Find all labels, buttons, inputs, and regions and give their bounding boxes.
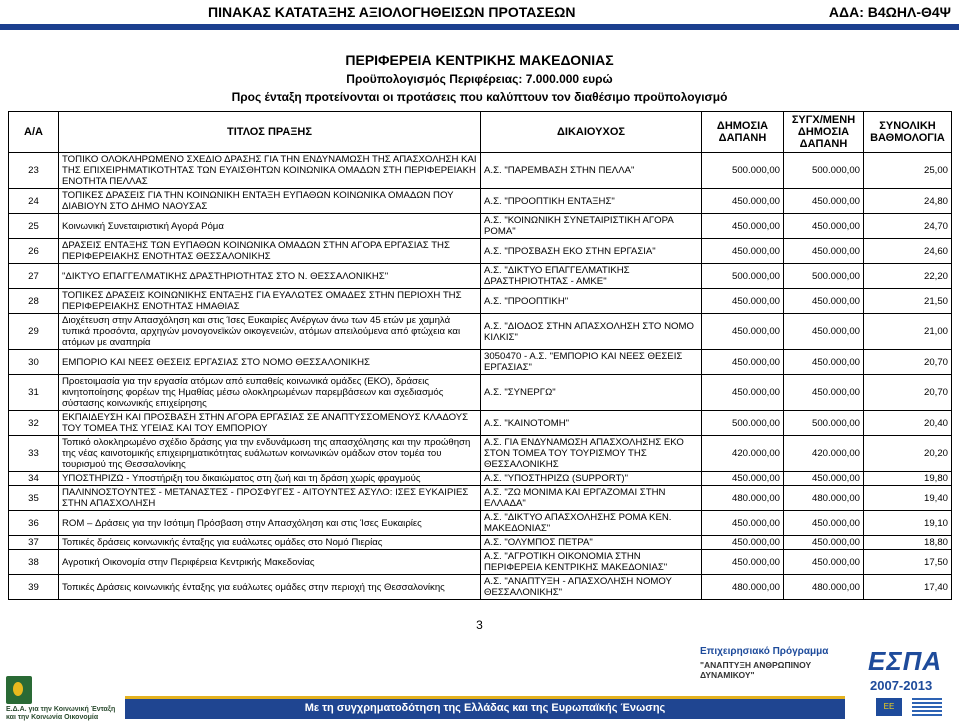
row-title: ΤΟΠΙΚΕΣ ΔΡΑΣΕΙΣ ΓΙΑ ΤΗΝ ΚΟΙΝΩΝΙΚΗ ΕΝΤΑΞΗ ΕΥΠΑΘΩΝ ΚΟΙΝΩΝΙΚΑ ΟΜΑΔΩΝ ΠΟΥ ΔΙΑΒΙΟΥΝ ΣΤΟ ΔΗΜΟ ΝΑΟΥΣΑΣ <box>59 189 481 214</box>
row-public-expenditure: 450.000,00 <box>702 214 784 239</box>
row-beneficiary: Α.Σ. "ΠΡΟΟΠΤΙΚΗ" <box>481 289 702 314</box>
row-total-score: 20,40 <box>864 411 952 436</box>
tree-logo-icon <box>6 676 32 704</box>
row-total-score: 24,60 <box>864 239 952 264</box>
column-header-cofinanced: ΣΥΓΧ/ΜΕΝΗ ΔΗΜΟΣΙΑ ΔΑΠΑΝΗ <box>784 112 864 153</box>
row-cofinanced-expenditure: 450.000,00 <box>784 375 864 411</box>
row-title: Διοχέτευση στην Απασχόληση και στις Ίσες Ευκαιρίες Ανέργων άνω των 45 ετών με χαμηλά τυπικά προσόντα, αρχηγών μονογονεϊκών οικογενειών, ατόμων απειλούμενα από φτώχεια και ατόμων με αναπηρία <box>59 314 481 350</box>
table-body <box>9 153 952 600</box>
row-beneficiary: Α.Σ. "ΠΑΡΕΜΒΑΣΗ ΣΤΗΝ ΠΕΛΛΑ" <box>481 153 702 189</box>
row-beneficiary: Α.Σ. "ΚΑΙΝΟΤΟΜΗ" <box>481 411 702 436</box>
row-beneficiary: Α.Σ. ΓΙΑ ΕΝΔΥΝΑΜΩΣΗ ΑΠΑΣΧΟΛΗΣΗΣ ΕΚΟ ΣΤΟΝ ΤΟΜΕΑ ΤΟΥ ΤΟΥΡΙΣΜΟΥ ΤΗΣ ΘΕΣΣΑΛΟΝΙΚΗΣ <box>481 436 702 472</box>
row-number: 25 <box>9 214 59 239</box>
row-number: 37 <box>9 536 59 550</box>
row-title: ΤΟΠΙΚΟ ΟΛΟΚΛΗΡΩΜΕΝΟ ΣΧΕΔΙΟ ΔΡΑΣΗΣ ΓΙΑ ΤΗΝ ΕΝΔΥΝΑΜΩΣΗ ΤΗΣ ΑΠΑΣΧΟΛΗΣΗ ΚΑΙ ΤΗΣ ΕΠΙΧΕΙΡΗΜΑΤΙΚΟΤΗΤΑΣ ΤΩΝ ΕΥΑΙΣΘΗΤΩΝ ΚΟΙΝΩΝΙΚΑ ΟΜΑΔΩΝ ΣΤΗ ΠΕΡΙΦΕΡΕΙΑΚΗ ΕΝΟΤΗΤΑ ΠΕΛΛΑΣ <box>59 153 481 189</box>
row-number: 31 <box>9 375 59 411</box>
row-total-score: 18,80 <box>864 536 952 550</box>
row-cofinanced-expenditure: 500.000,00 <box>784 411 864 436</box>
row-title: ROM – Δράσεις για την Ισότιμη Πρόσβαση στην Απασχόληση και στις Ίσες Ευκαιρίες <box>59 511 481 536</box>
espa-logo-text: ΕΣΠΑ <box>868 646 943 676</box>
row-beneficiary: Α.Σ. "ΚΟΙΝΩΝΙΚΗ ΣΥΝΕΤΑΙΡΙΣΤΙΚΗ ΑΓΟΡΑ ΡΟΜΑ" <box>481 214 702 239</box>
row-cofinanced-expenditure: 500.000,00 <box>784 264 864 289</box>
row-title: ΤΟΠΙΚΕΣ ΔΡΑΣΕΙΣ ΚΟΙΝΩΝΙΚΗΣ ΕΝΤΑΞΗΣ ΓΙΑ ΕΥΑΛΩΤΕΣ ΟΜΑΔΕΣ ΣΤΗΝ ΠΕΡΙΟΧΗ ΤΗΣ ΠΕΡΙΦΕΡΕΙΑΚΗΣ ΕΝΟΤΗΤΑΣ ΗΜΑΘΙΑΣ <box>59 289 481 314</box>
row-number: 27 <box>9 264 59 289</box>
row-total-score: 24,70 <box>864 214 952 239</box>
row-cofinanced-expenditure: 450.000,00 <box>784 550 864 575</box>
row-title: Τοπικό ολοκληρωμένο σχέδιο δράσης για την ενδυνάμωση της απασχόλησης και την προώθηση της νέας καινοτομικής επιχειρηματικότητας ευάλωτων κοινωνικών ομάδων στον τομέα του τουρισμού της Θεσσαλονίκης <box>59 436 481 472</box>
page-number: 3 <box>476 618 483 632</box>
row-public-expenditure: 450.000,00 <box>702 550 784 575</box>
row-cofinanced-expenditure: 480.000,00 <box>784 486 864 511</box>
program-name: Επιχειρησιακό Πρόγραμμα <box>700 646 829 657</box>
row-number: 24 <box>9 189 59 214</box>
row-title: Κοινωνική Συνεταιριστική Αγορά Ρόμα <box>59 214 481 239</box>
row-public-expenditure: 500.000,00 <box>702 153 784 189</box>
row-beneficiary: 3050470 - Α.Σ. "ΕΜΠΟΡΙΟ ΚΑΙ ΝΕΕΣ ΘΕΣΕΙΣ ΕΡΓΑΣΙΑΣ" <box>481 350 702 375</box>
table-row <box>9 214 952 239</box>
espa-years: 2007-2013 <box>870 678 933 693</box>
row-beneficiary: Α.Σ. "ΔΙΚΤΥΟ ΑΠΑΣΧΟΛΗΣΗΣ ΡΟΜΑ ΚΕΝ. ΜΑΚΕΔΟΝΙΑΣ" <box>481 511 702 536</box>
row-total-score: 25,00 <box>864 153 952 189</box>
row-number: 32 <box>9 411 59 436</box>
table-row <box>9 289 952 314</box>
row-number: 34 <box>9 472 59 486</box>
espa-logo <box>868 646 956 720</box>
row-title: "ΔΙΚΤΥΟ ΕΠΑΓΓΕΛΜΑΤΙΚΗΣ ΔΡΑΣΤΗΡΙΟΤΗΤΑΣ ΣΤΟ Ν. ΘΕΣΣΑΛΟΝΙΚΗΣ" <box>59 264 481 289</box>
row-public-expenditure: 450.000,00 <box>702 511 784 536</box>
table-row <box>9 153 952 189</box>
table-row <box>9 350 952 375</box>
row-number: 33 <box>9 436 59 472</box>
row-cofinanced-expenditure: 450.000,00 <box>784 536 864 550</box>
ranking-table <box>8 111 952 600</box>
row-public-expenditure: 450.000,00 <box>702 314 784 350</box>
program-title: "ΑΝΑΠΤΥΞΗ ΑΝΘΡΩΠΙΝΟΥ ΔΥΝΑΜΙΚΟΥ" <box>700 660 812 680</box>
column-header-aa: Α/Α <box>9 112 59 153</box>
row-beneficiary: Α.Σ. "ΥΠΟΣΤΗΡΙΖΩ (SUPPORT)" <box>481 472 702 486</box>
row-number: 26 <box>9 239 59 264</box>
row-title: Τοπικές Δράσεις κοινωνικής ένταξης για ευάλωτες ομάδες στην περιοχή της Θεσσαλονίκης <box>59 575 481 600</box>
table-header-row <box>9 112 952 153</box>
table-row <box>9 411 952 436</box>
row-number: 38 <box>9 550 59 575</box>
row-number: 23 <box>9 153 59 189</box>
row-public-expenditure: 480.000,00 <box>702 486 784 511</box>
row-cofinanced-expenditure: 450.000,00 <box>784 189 864 214</box>
page-title: ΠΙΝΑΚΑΣ ΚΑΤΑΤΑΞΗΣ ΑΞΙΟΛΟΓΗΘΕΙΣΩΝ ΠΡΟΤΑΣΕΩΝ <box>208 4 576 20</box>
table-row <box>9 239 952 264</box>
table-row <box>9 375 952 411</box>
row-number: 39 <box>9 575 59 600</box>
row-total-score: 24,80 <box>864 189 952 214</box>
row-public-expenditure: 450.000,00 <box>702 189 784 214</box>
budget-note: Προς ένταξη προτείνονται οι προτάσεις που καλύπτουν τον διαθέσιμο προϋπολογισμό <box>231 90 728 104</box>
header-rule <box>0 24 959 30</box>
row-public-expenditure: 450.000,00 <box>702 536 784 550</box>
row-number: 30 <box>9 350 59 375</box>
row-total-score: 20,70 <box>864 350 952 375</box>
row-number: 35 <box>9 486 59 511</box>
row-beneficiary: Α.Σ. "ΑΓΡΟΤΙΚΗ ΟΙΚΟΝΟΜΙΑ ΣΤΗΝ ΠΕΡΙΦΕΡΕΙΑ ΚΕΝΤΡΙΚΗΣ ΜΑΚΕΔΟΝΙΑΣ" <box>481 550 702 575</box>
row-title: ΠΑΛΙΝΝΟΣΤΟΥΝΤΕΣ - ΜΕΤΑΝΑΣΤΕΣ - ΠΡΟΣΦΥΓΕΣ - ΑΙΤΟΥΝΤΕΣ ΑΣΥΛΟ: ΙΣΕΣ ΕΥΚΑΙΡΙΕΣ ΣΤΗΝ ΑΠΑΣΧΟΛΗΣΗ <box>59 486 481 511</box>
table-row <box>9 536 952 550</box>
row-title: ΕΚΠΑΙΔΕΥΣΗ ΚΑΙ ΠΡΟΣΒΑΣΗ ΣΤΗΝ ΑΓΟΡΑ ΕΡΓΑΣΙΑΣ ΣΕ ΑΝΑΠΤΥΣΣΟΜΕΝΟΥΣ ΚΛΑΔΟΥΣ ΤΟΥ ΤΟΜΕΑ ΤΗΣ ΥΓΕΙΑΣ ΚΑΙ ΤΟΥ ΕΜΠΟΡΙΟΥ <box>59 411 481 436</box>
row-number: 36 <box>9 511 59 536</box>
row-beneficiary: Α.Σ. "ΠΡΟΣΒΑΣΗ ΕΚΟ ΣΤΗΝ ΕΡΓΑΣΙΑ" <box>481 239 702 264</box>
table-row <box>9 486 952 511</box>
row-public-expenditure: 480.000,00 <box>702 575 784 600</box>
row-total-score: 21,50 <box>864 289 952 314</box>
column-header-title: ΤΙΤΛΟΣ ΠΡΑΞΗΣ <box>59 112 481 153</box>
row-beneficiary: Α.Σ. "ΟΛΥΜΠΟΣ ΠΕΤΡΑ" <box>481 536 702 550</box>
row-total-score: 19,10 <box>864 511 952 536</box>
column-header-score: ΣΥΝΟΛΙΚΗ ΒΑΘΜΟΛΟΓΙΑ <box>864 112 952 153</box>
row-public-expenditure: 450.000,00 <box>702 239 784 264</box>
row-cofinanced-expenditure: 500.000,00 <box>784 153 864 189</box>
eu-flag-icon: ΕΕ <box>876 698 902 716</box>
row-beneficiary: Α.Σ. "ΔΙΟΔΟΣ ΣΤΗΝ ΑΠΑΣΧΟΛΗΣΗ ΣΤΟ ΝΟΜΟ ΚΙΛΚΙΣ" <box>481 314 702 350</box>
row-cofinanced-expenditure: 420.000,00 <box>784 436 864 472</box>
budget-line: Προϋπολογισμός Περιφέρειας: 7.000.000 ευρώ <box>346 72 613 86</box>
cofinancing-footer: Με τη συγχρηματοδότηση της Ελλάδας και της Ευρωπαϊκής Ένωσης <box>125 696 845 719</box>
row-beneficiary: Α.Σ. "ΑΝΑΠΤΥΞΗ - ΑΠΑΣΧΟΛΗΣΗ ΝΟΜΟΥ ΘΕΣΣΑΛΟΝΙΚΗΣ" <box>481 575 702 600</box>
column-header-beneficiary: ΔΙΚΑΙΟΥΧΟΣ <box>481 112 702 153</box>
row-beneficiary: Α.Σ. "ΖΩ ΜΟΝΙΜΑ ΚΑΙ ΕΡΓΑΖΟΜΑΙ ΣΤΗΝ ΕΛΛΑΔΑ" <box>481 486 702 511</box>
table-row <box>9 511 952 536</box>
table-row <box>9 550 952 575</box>
row-public-expenditure: 450.000,00 <box>702 375 784 411</box>
row-cofinanced-expenditure: 450.000,00 <box>784 472 864 486</box>
program-logo <box>700 646 860 692</box>
row-total-score: 19,40 <box>864 486 952 511</box>
row-public-expenditure: 420.000,00 <box>702 436 784 472</box>
row-title: Προετοιμασία για την εργασία ατόμων από ευπαθείς κοινωνικά ομάδες (ΕΚΟ), δράσεις κινητοποίησης φορέων της Ημαθίας μέσω ολοκληρωμένων παρεμβάσεων και σχεδιασμός σύστασης κοινωνικής επιχείρησης <box>59 375 481 411</box>
row-title: ΥΠΟΣΤΗΡΙΖΩ - Υποστήριξη του δικαιώματος στη ζωή και τη δράση χωρίς φραγμούς <box>59 472 481 486</box>
row-public-expenditure: 500.000,00 <box>702 264 784 289</box>
row-public-expenditure: 450.000,00 <box>702 289 784 314</box>
row-beneficiary: Α.Σ. "ΣΥΝΕΡΓΩ" <box>481 375 702 411</box>
row-cofinanced-expenditure: 480.000,00 <box>784 575 864 600</box>
row-cofinanced-expenditure: 450.000,00 <box>784 350 864 375</box>
row-beneficiary: Α.Σ. "ΔΙΚΤΥΟ ΕΠΑΓΓΕΛΜΑΤΙΚΗΣ ΔΡΑΣΤΗΡΙΟΤΗΤΑΣ - ΑΜΚΕ" <box>481 264 702 289</box>
row-title: ΔΡΑΣΕΙΣ ΕΝΤΑΞΗΣ ΤΩΝ ΕΥΠΑΘΩΝ ΚΟΙΝΩΝΙΚΑ ΟΜΑΔΩΝ ΣΤΗΝ ΑΓΟΡΑ ΕΡΓΑΣΙΑΣ ΤΗΣ ΠΕΡΙΦΕΡΕΙΑΚΗΣ ΕΝΟΤΗΤΑΣ ΘΕΣΣΑΛΟΝΙΚΗΣ <box>59 239 481 264</box>
row-public-expenditure: 500.000,00 <box>702 411 784 436</box>
table-row <box>9 575 952 600</box>
row-title: ΕΜΠΟΡΙΟ ΚΑΙ ΝΕΕΣ ΘΕΣΕΙΣ ΕΡΓΑΣΙΑΣ ΣΤΟ ΝΟΜΟ ΘΕΣΣΑΛΟΝΙΚΗΣ <box>59 350 481 375</box>
ada-code: ΑΔΑ: Β4ΩΗΛ-Θ4Ψ <box>828 4 951 20</box>
row-beneficiary: Α.Σ. "ΠΡΟΟΠΤΙΚΗ ΕΝΤΑΞΗΣ" <box>481 189 702 214</box>
row-public-expenditure: 450.000,00 <box>702 472 784 486</box>
row-total-score: 17,50 <box>864 550 952 575</box>
row-cofinanced-expenditure: 450.000,00 <box>784 511 864 536</box>
row-total-score: 17,40 <box>864 575 952 600</box>
social-inclusion-logo <box>6 676 118 720</box>
row-total-score: 20,20 <box>864 436 952 472</box>
row-cofinanced-expenditure: 450.000,00 <box>784 289 864 314</box>
column-header-public: ΔΗΜΟΣΙΑ ΔΑΠΑΝΗ <box>702 112 784 153</box>
row-cofinanced-expenditure: 450.000,00 <box>784 314 864 350</box>
row-number: 29 <box>9 314 59 350</box>
table-row <box>9 472 952 486</box>
row-total-score: 21,00 <box>864 314 952 350</box>
row-cofinanced-expenditure: 450.000,00 <box>784 239 864 264</box>
greek-flag-icon <box>912 698 942 716</box>
table-row <box>9 264 952 289</box>
row-total-score: 22,20 <box>864 264 952 289</box>
row-public-expenditure: 450.000,00 <box>702 350 784 375</box>
row-total-score: 19,80 <box>864 472 952 486</box>
region-heading: ΠΕΡΙΦΕΡΕΙΑ ΚΕΝΤΡΙΚΗΣ ΜΑΚΕΔΟΝΙΑΣ <box>345 52 614 68</box>
row-title: Τοπικές δράσεις κοινωνικής ένταξης για ευάλωτες ομάδες στο Νομό Πιερίας <box>59 536 481 550</box>
row-number: 28 <box>9 289 59 314</box>
table-row <box>9 436 952 472</box>
row-cofinanced-expenditure: 450.000,00 <box>784 214 864 239</box>
table-row <box>9 189 952 214</box>
row-title: Αγροτική Οικονομία στην Περιφέρεια Κεντρικής Μακεδονίας <box>59 550 481 575</box>
table-row <box>9 314 952 350</box>
left-logo-text: Ε.Δ.Α. για την Κοινωνική Ένταξη και την Κοινωνία Οικονομία <box>6 706 116 721</box>
row-total-score: 20,70 <box>864 375 952 411</box>
